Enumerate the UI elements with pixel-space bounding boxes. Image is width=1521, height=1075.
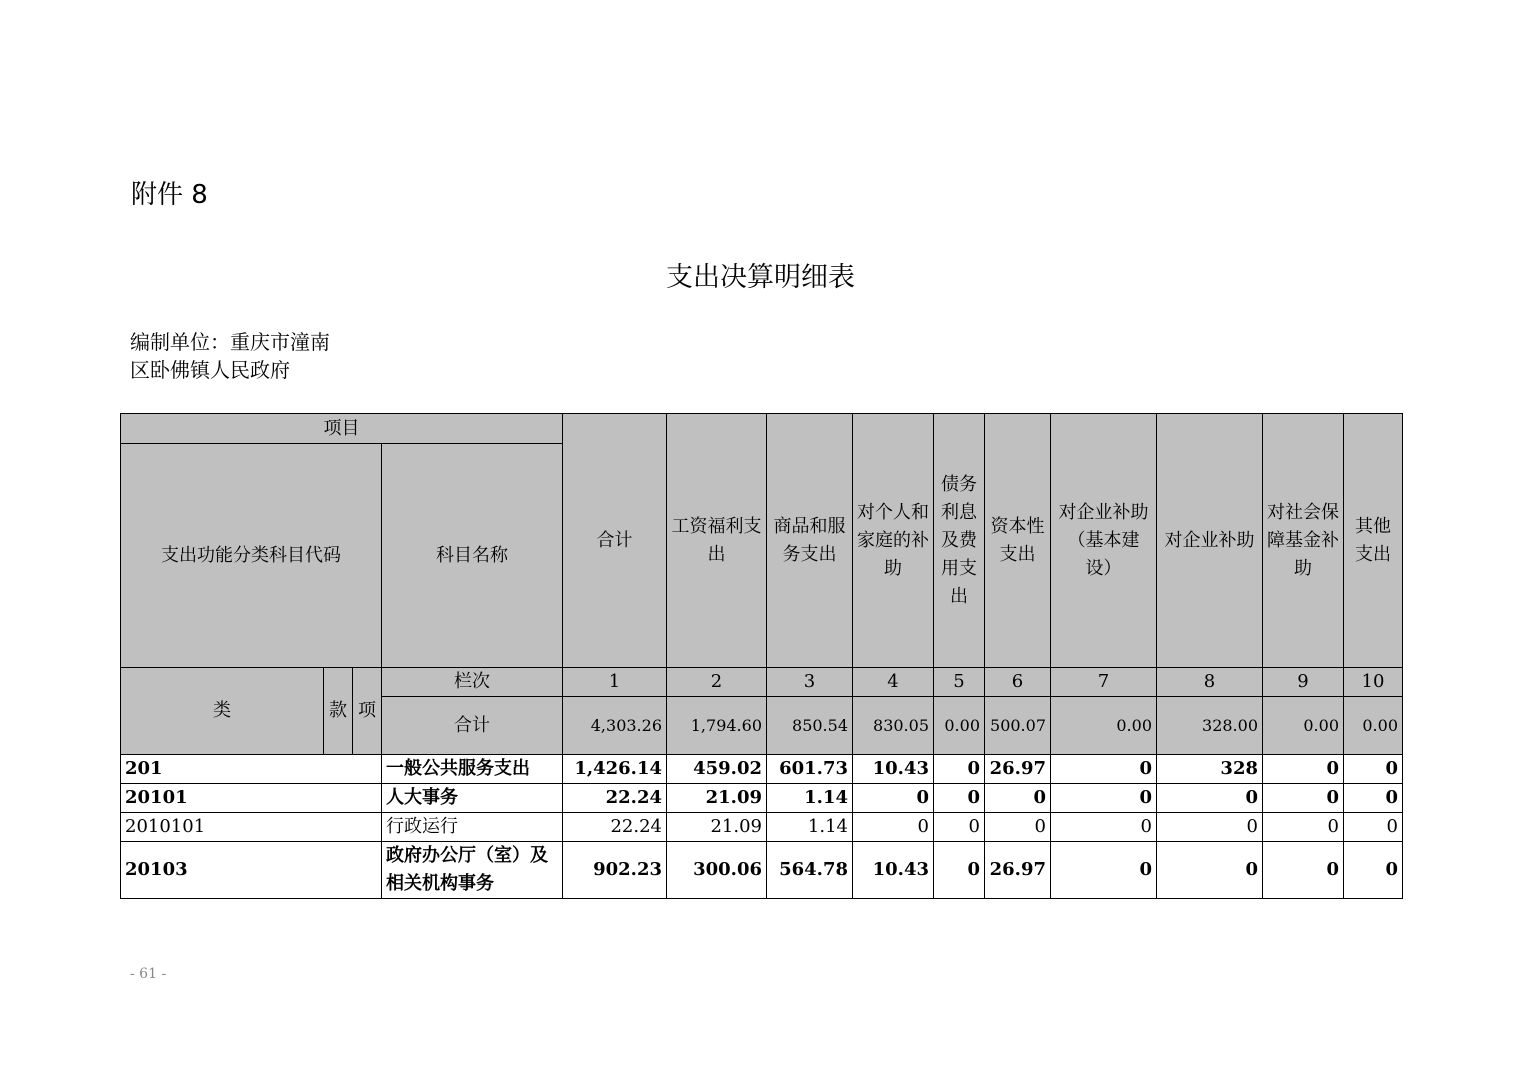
column-number: 7 (1051, 668, 1157, 697)
header-col-6: 资本性支出 (985, 414, 1051, 668)
expenditure-table (120, 413, 1403, 899)
row-name: 人大事务 (382, 784, 563, 813)
header-lanci: 栏次 (382, 668, 563, 697)
row-value: 22.24 (563, 813, 667, 842)
total-value: 830.05 (853, 697, 934, 755)
total-value: 1,794.60 (667, 697, 767, 755)
row-value: 902.23 (563, 842, 667, 899)
header-name: 科目名称 (382, 444, 563, 668)
total-value: 4,303.26 (563, 697, 667, 755)
attachment-label: 附件 8 (131, 180, 208, 210)
row-value: 0 (1263, 842, 1344, 899)
column-number: 10 (1344, 668, 1403, 697)
row-value: 564.78 (767, 842, 853, 899)
row-value: 0 (934, 842, 985, 899)
column-number: 1 (563, 668, 667, 697)
row-value: 0 (934, 755, 985, 784)
row-value: 1.14 (767, 784, 853, 813)
row-value: 0 (1344, 842, 1403, 899)
header-code: 支出功能分类科目代码 (121, 444, 382, 668)
row-value: 0 (1263, 755, 1344, 784)
table-row (121, 813, 1403, 842)
row-value: 0 (1051, 813, 1157, 842)
header-lei: 类 (121, 668, 324, 755)
row-value: 22.24 (563, 784, 667, 813)
row-name: 一般公共服务支出 (382, 755, 563, 784)
total-value: 0.00 (1263, 697, 1344, 755)
header-kuan: 款 (324, 668, 353, 755)
column-number: 2 (667, 668, 767, 697)
table-row (121, 784, 1403, 813)
total-value: 0.00 (1344, 697, 1403, 755)
column-number: 3 (767, 668, 853, 697)
row-value: 0 (1344, 813, 1403, 842)
row-value: 0 (1263, 784, 1344, 813)
row-value: 300.06 (667, 842, 767, 899)
column-number: 5 (934, 668, 985, 697)
table-row (121, 755, 1403, 784)
compiling-unit: 编制单位：重庆市潼南区卧佛镇人民政府 (130, 330, 330, 382)
header-col-9: 对社会保障基金补助 (1263, 414, 1344, 668)
header-project: 项目 (121, 414, 563, 444)
header-col-3: 商品和服务支出 (767, 414, 853, 668)
total-value: 0.00 (934, 697, 985, 755)
row-value: 0 (1344, 755, 1403, 784)
page-title: 支出决算明细表 (666, 262, 855, 293)
row-value: 1,426.14 (563, 755, 667, 784)
header-col-1: 合计 (563, 414, 667, 668)
row-value: 0 (853, 813, 934, 842)
table-row (121, 842, 1403, 899)
row-value: 0 (985, 784, 1051, 813)
row-value: 0 (985, 813, 1051, 842)
column-number: 9 (1263, 668, 1344, 697)
row-value: 328 (1157, 755, 1263, 784)
row-value: 0 (934, 813, 985, 842)
row-value: 21.09 (667, 784, 767, 813)
column-number: 8 (1157, 668, 1263, 697)
row-value: 0 (1344, 784, 1403, 813)
row-code: 20103 (121, 842, 382, 899)
row-value: 0 (1263, 813, 1344, 842)
row-code: 2010101 (121, 813, 382, 842)
row-value: 0 (1157, 842, 1263, 899)
row-value: 459.02 (667, 755, 767, 784)
row-value: 0 (1157, 784, 1263, 813)
row-value: 0 (934, 784, 985, 813)
row-code: 201 (121, 755, 382, 784)
header-col-5: 债务利息及费用支出 (934, 414, 985, 668)
row-value: 21.09 (667, 813, 767, 842)
row-value: 1.14 (767, 813, 853, 842)
row-value: 10.43 (853, 755, 934, 784)
column-number: 6 (985, 668, 1051, 697)
header-col-2: 工资福利支出 (667, 414, 767, 668)
row-value: 0 (1051, 842, 1157, 899)
row-name: 行政运行 (382, 813, 563, 842)
row-value: 26.97 (985, 755, 1051, 784)
row-value: 26.97 (985, 842, 1051, 899)
total-value: 0.00 (1051, 697, 1157, 755)
total-value: 850.54 (767, 697, 853, 755)
row-value: 0 (1051, 755, 1157, 784)
header-xiang: 项 (353, 668, 382, 755)
row-value: 0 (1157, 813, 1263, 842)
header-col-10: 其他支出 (1344, 414, 1403, 668)
total-value: 500.07 (985, 697, 1051, 755)
row-value: 10.43 (853, 842, 934, 899)
header-col-4: 对个人和家庭的补助 (853, 414, 934, 668)
column-number: 4 (853, 668, 934, 697)
row-value: 601.73 (767, 755, 853, 784)
row-value: 0 (1051, 784, 1157, 813)
row-name: 政府办公厅（室）及相关机构事务 (382, 842, 563, 899)
page-number: - 61 - (130, 966, 167, 982)
row-code: 20101 (121, 784, 382, 813)
total-value: 328.00 (1157, 697, 1263, 755)
header-heji: 合计 (382, 697, 563, 755)
row-value: 0 (853, 784, 934, 813)
header-col-7: 对企业补助（基本建设） (1051, 414, 1157, 668)
header-col-8: 对企业补助 (1157, 414, 1263, 668)
